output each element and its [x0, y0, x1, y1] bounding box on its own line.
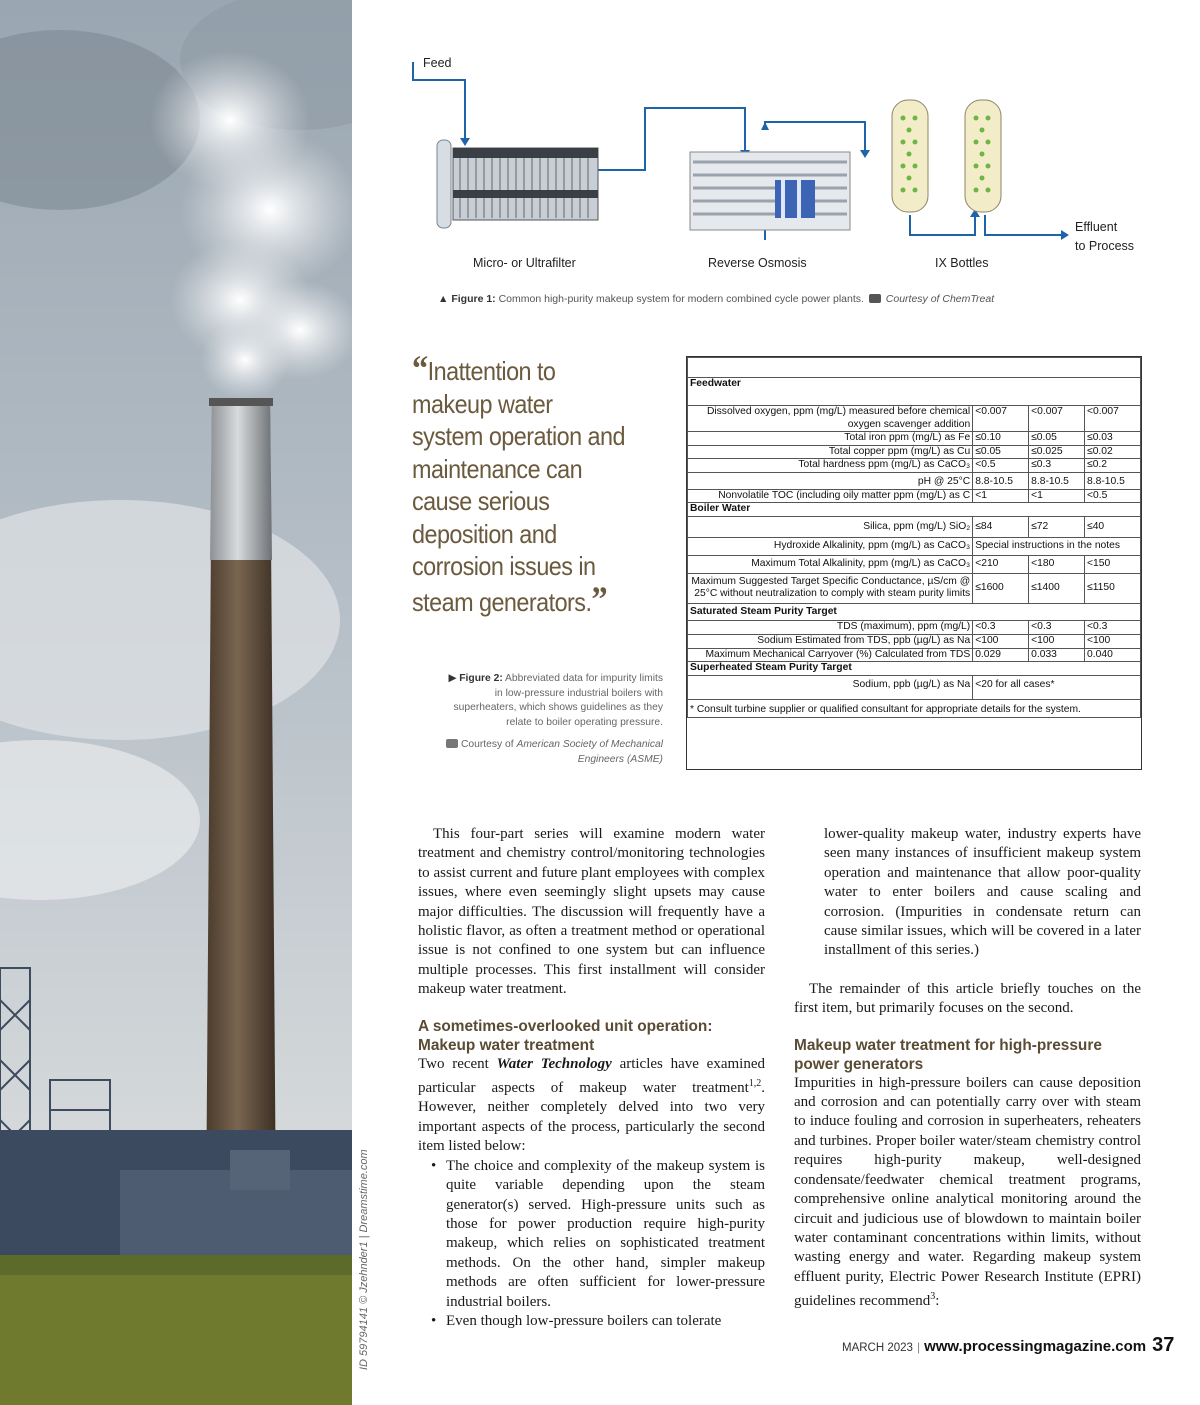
table-row: [688, 406, 1141, 432]
effluent-label: Effluent: [1075, 220, 1118, 234]
row-label: Total copper ppm (mg/L) as Cu: [688, 445, 973, 459]
cell-value: <210: [973, 555, 1029, 573]
table-row: [688, 675, 1141, 700]
continued-list-item: lower-quality makeup water, industry experts have seen many instances of insufficient makeup system operation and maintenance that allow poor-quality water to enter boilers and cause scaling and corrosion. (Impurities in condensate return can cause similar issues, which will be covered in a later installment of this series.): [824, 826, 1141, 959]
to-process-label: to Process: [1075, 239, 1135, 253]
cell-value: ≤1150: [1085, 573, 1141, 603]
cell-value: Special instructions in the notes: [973, 538, 1141, 556]
photo-credit: ID 59794141 © Jzehnder1 | Dreamstime.com: [358, 1149, 370, 1370]
cell-value: <180: [1029, 555, 1085, 573]
table-row: [688, 634, 1141, 648]
table-row: [688, 573, 1141, 603]
page-number: 37: [1152, 1334, 1175, 1356]
row-label: TDS (maximum), ppm (mg/L): [688, 621, 973, 635]
article-column-2: [794, 825, 1141, 1312]
bullet-icon: •: [431, 1312, 437, 1329]
text-run: :: [935, 1293, 940, 1310]
cell-value: ≤0.025: [1029, 445, 1085, 459]
table-row: [688, 555, 1141, 573]
table-footnote: * Consult turbine supplier or qualified consultant for appropriate details for the system.: [688, 700, 1141, 718]
cell-value: 0.033: [1029, 648, 1085, 662]
cell-value: ≤1600: [973, 573, 1029, 603]
row-label: Total iron ppm (mg/L) as Fe: [688, 432, 973, 446]
paragraph: [794, 1074, 1141, 1312]
close-quote-icon: ”: [591, 578, 608, 619]
cell-value: ≤1400: [1029, 573, 1085, 603]
list-item: [431, 1157, 765, 1312]
figure-2-label: Figure 2:: [459, 673, 503, 684]
text-run: articles have examined particular aspects of makeup water treatment: [418, 1055, 765, 1097]
paragraph: The remainder of this article briefly touches on the first item, but primarily focuses on the second.: [794, 980, 1141, 1017]
cell-value: 8.8-10.5: [1085, 472, 1141, 489]
row-label: Maximum Mechanical Carryover (%) Calculated from TDS: [688, 648, 973, 662]
smokestack-photo: [0, 0, 352, 1405]
triangle-right-icon: ▶: [448, 673, 457, 684]
table-row: [688, 378, 1141, 406]
section-heading: Makeup water treatment for high-pressure power generators: [794, 1036, 1102, 1073]
reverse-osmosis-icon: [690, 152, 850, 230]
cell-value: <1: [1029, 489, 1085, 503]
cell-value: <100: [1085, 634, 1141, 648]
table-row: [688, 516, 1141, 538]
figure-1-label: Figure 1:: [451, 293, 496, 305]
text-run: Two recent: [418, 1055, 497, 1072]
figure-1-courtesy: Courtesy of ChemTreat: [885, 293, 995, 305]
cell-value: ≤0.2: [1085, 459, 1141, 473]
cell-value: <0.007: [1085, 406, 1141, 432]
article-column-1: [418, 825, 765, 1331]
cell-value: <0.3: [1085, 621, 1141, 635]
process-flow-diagram: [405, 40, 1165, 285]
pull-quote-text: Inattention to makeup water system operation and maintenance can cause serious deposition and corrosion issues in steam generators.: [412, 356, 625, 617]
cell-value: ≤0.10: [973, 432, 1029, 446]
intro-paragraph: This four-part series will examine modern water treatment and chemistry control/monitoring technologies to assist current and future plant employees with complex issues, where even seemingly slight upsets may cause major difficulties. The discussion will frequently have a holistic flavor, as often a treatment method or operational issue is not confined to one system but can influence multiple processes. This first installment will consider makeup water treatment.: [418, 826, 765, 998]
cell-value: <0.5: [973, 459, 1029, 473]
cell-value: ≤0.03: [1085, 432, 1141, 446]
cell-value: ≤72: [1029, 516, 1085, 538]
cell-value: ≤40: [1085, 516, 1141, 538]
ix-label: IX Bottles: [935, 256, 989, 270]
website-link[interactable]: www.processingmagazine.com: [924, 1338, 1147, 1355]
row-label: Maximum Total Alkalinity, ppm (mg/L) as CaCO₃: [688, 555, 973, 573]
cell-value: ≤0.3: [1029, 459, 1085, 473]
list-item: [431, 1312, 765, 1331]
row-label: Hydroxide Alkalinity, ppm (mg/L) as CaCO₃: [688, 538, 973, 556]
list-item-text: The choice and complexity of the makeup system is quite variable depending upon the steam generator(s) served. High-pressure units such as those for power production require high-purity makeup, which relies on sophisticated treatment methods. On the other hand, simpler makeup methods are often sufficient for lower-pressure industrial boilers.: [446, 1157, 765, 1310]
table-row: [688, 358, 1141, 378]
ro-label: Reverse Osmosis: [708, 256, 807, 270]
row-label: pH @ 25°C: [688, 472, 973, 489]
figure-1-diagram: [405, 40, 1165, 285]
cell-value: ≤0.05: [1029, 432, 1085, 446]
list-item-text: Even though low-pressure boilers can tolerate: [446, 1312, 722, 1329]
reference-marker: 1,2: [748, 1078, 762, 1090]
row-label: Sodium, ppb (µg/L) as Na: [688, 675, 973, 700]
camera-icon: [869, 294, 881, 303]
row-label: Dissolved oxygen, ppm (mg/L) measured before chemical oxygen scavenger addition: [688, 406, 973, 432]
open-quote-icon: “: [412, 348, 428, 388]
section-superheated-steam: Superheated Steam Purity Target: [688, 662, 1141, 676]
ix-bottle-icon: [892, 100, 1001, 212]
cell-value: <100: [1029, 634, 1085, 648]
courtesy-source: American Society of Mechanical Engineers (ASME): [516, 739, 663, 765]
table-row: [688, 621, 1141, 635]
figure-2-caption: [440, 672, 663, 730]
table-row: [688, 432, 1141, 446]
cell-value: <0.3: [973, 621, 1029, 635]
cell-value: ≤0.05: [973, 445, 1029, 459]
table-row: [688, 603, 1141, 621]
table-row: [688, 538, 1141, 556]
cell-value: <1: [973, 489, 1029, 503]
cell-value: <0.5: [1085, 489, 1141, 503]
bullet-list: [418, 1157, 765, 1332]
feed-label: Feed: [423, 56, 452, 70]
pull-quote: [412, 348, 628, 619]
section-boiler-water: Boiler Water: [688, 503, 1141, 517]
cell-value: <20 for all cases*: [973, 675, 1141, 700]
cell-value: ≤84: [973, 516, 1029, 538]
table-row: [688, 503, 1141, 517]
paragraph: [418, 1055, 765, 1157]
row-label: Nonvolatile TOC (including oily matter ppm (mg/L) as C: [688, 489, 973, 503]
cell-value: 8.8-10.5: [1029, 472, 1085, 489]
camera-icon: [446, 739, 458, 748]
figure-2-credit: [440, 738, 663, 767]
cell-value: <0.007: [1029, 406, 1085, 432]
figure-1-text: Common high-purity makeup system for modern combined cycle power plants.: [498, 293, 864, 305]
cell-value: 0.040: [1085, 648, 1141, 662]
impurity-limits-table: [686, 356, 1142, 770]
row-label: Sodium Estimated from TDS, ppb (µg/L) as Na: [688, 634, 973, 648]
table-row: [688, 445, 1141, 459]
cell-value: 0.029: [973, 648, 1029, 662]
cell-value: <100: [973, 634, 1029, 648]
text-run: Impurities in high-pressure boilers can cause deposition and corrosion and can potentially carry over with steam to induce fouling and corrosion in superheaters, reheaters and turbines. Proper boiler water/steam chemistry control requires high-purity makeup, well-designed condensate/feedwater chemical treatment programs, comprehensive online analytical monitoring around the circuit and judicious use of blowdown to maintain boiler water contaminant concentrations within limits, without wasting energy and water. Regarding makeup system effluent purity, Electric Power Research Institute (EPRI) guidelines recommend: [794, 1074, 1141, 1310]
microfilter-label: Micro- or Ultrafilter: [473, 256, 576, 270]
courtesy-prefix: Courtesy of: [460, 739, 514, 750]
section-heading: A sometimes-overlooked unit operation: Makeup water treatment: [418, 1017, 713, 1054]
cell-value: 8.8-10.5: [973, 472, 1029, 489]
issue-date: MARCH 2023: [842, 1342, 913, 1354]
cell-value: <0.3: [1029, 621, 1085, 635]
table-row: [688, 662, 1141, 676]
page-footer: [842, 1334, 1175, 1357]
table-row: [688, 700, 1141, 718]
row-label: Silica, ppm (mg/L) SiO₂: [688, 516, 973, 538]
section-feedwater: Feedwater: [688, 378, 1141, 406]
row-label: Maximum Suggested Target Specific Conductance, µS/cm @ 25°C without neutralization to comply with steam purity limits: [688, 573, 973, 603]
section-saturated-steam: Saturated Steam Purity Target: [688, 603, 1141, 621]
text-run: . However, neither completely delved into two very important aspects of the process, particularly the second item listed below:: [418, 1080, 765, 1155]
cell-value: <0.007: [973, 406, 1029, 432]
figure-2-text: Abbreviated data for impurity limits in low-pressure industrial boilers with superheaters, which shows guidelines as they relate to boiler operating pressure.: [453, 673, 663, 728]
table-row: [688, 472, 1141, 489]
footer-separator: |: [916, 1340, 921, 1354]
triangle-up-icon: ▲: [438, 293, 449, 305]
figure-1-caption: [438, 293, 994, 305]
cell-value: <150: [1085, 555, 1141, 573]
table-row: [688, 648, 1141, 662]
row-label: Total hardness ppm (mg/L) as CaCO₃: [688, 459, 973, 473]
publication-title: Water Technology: [496, 1055, 612, 1072]
cell-value: ≤0.02: [1085, 445, 1141, 459]
table-row: [688, 459, 1141, 473]
table-row: [688, 489, 1141, 503]
microfilter-icon: [437, 140, 598, 228]
bullet-icon: •: [431, 1157, 437, 1174]
smokestack-illustration: [0, 0, 352, 1405]
reference-marker: 3: [930, 1291, 936, 1303]
